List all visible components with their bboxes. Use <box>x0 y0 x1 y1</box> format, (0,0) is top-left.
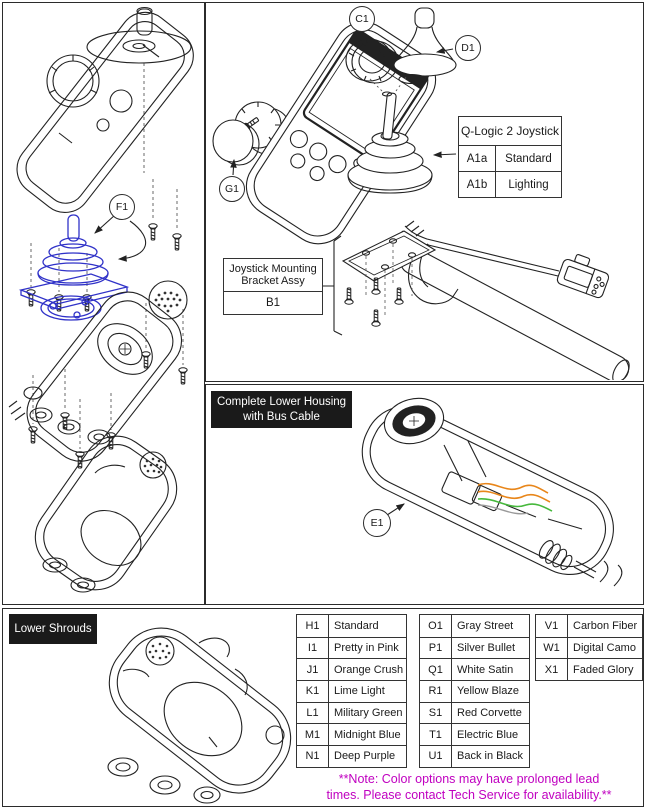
color-table-1 <box>296 614 407 768</box>
part-code-cell: A1b <box>459 172 496 197</box>
color-row <box>297 702 406 724</box>
color-code-cell: L1 <box>297 703 329 724</box>
lower-shrouds-label: Lower Shrouds <box>9 614 97 644</box>
color-code-cell: Q1 <box>420 659 452 680</box>
color-code-cell: H1 <box>297 615 329 637</box>
color-name-cell: Electric Blue <box>457 728 519 741</box>
color-code-cell: W1 <box>536 638 568 659</box>
color-code-cell: K1 <box>297 681 329 702</box>
lower-housing-label: Complete Lower Housing with Bus Cable <box>211 391 352 428</box>
lower-shrouds-panel <box>2 608 644 807</box>
color-code-cell: T1 <box>420 724 452 745</box>
color-name-cell: Silver Bullet <box>457 642 516 655</box>
color-name-cell: Standard <box>334 619 379 632</box>
color-name-cell: Deep Purple <box>334 750 396 763</box>
color-code-cell: R1 <box>420 681 452 702</box>
color-code-cell: I1 <box>297 638 329 659</box>
color-row <box>297 723 406 745</box>
joystick-module-blue-part <box>21 215 127 320</box>
color-table-3 <box>535 614 643 681</box>
color-row <box>420 680 529 702</box>
qlogic-joystick-table <box>458 116 562 198</box>
part-code-cell: B1 <box>265 297 281 309</box>
callout-c1: C1 <box>349 6 375 32</box>
color-row <box>536 658 642 680</box>
joystick-drawing <box>206 3 642 380</box>
color-name-cell: White Satin <box>457 663 514 676</box>
color-row <box>420 702 529 724</box>
qlogic-table-title: Q-Logic 2 Joystick <box>459 117 561 146</box>
callout-d1: D1 <box>455 35 481 61</box>
color-code-cell: S1 <box>420 703 452 724</box>
color-name-cell: Orange Crush <box>334 663 404 676</box>
color-table-2 <box>419 614 530 768</box>
color-name-cell: Military Green <box>334 707 403 720</box>
color-code-cell: X1 <box>536 659 568 680</box>
note-line-2: times. Please contact Tech Service for availability.** <box>326 787 612 802</box>
color-name-cell: Faded Glory <box>573 663 634 676</box>
note-line-1: **Note: Color options may have prolonged lead <box>338 772 600 786</box>
color-name-cell: Gray Street <box>457 619 514 632</box>
color-row <box>420 658 529 680</box>
color-options-note <box>293 772 645 803</box>
bracket-assy-table <box>223 258 323 315</box>
color-code-cell: P1 <box>420 638 452 659</box>
color-code-cell: M1 <box>297 724 329 745</box>
lower-housing-panel <box>205 384 644 605</box>
color-row <box>297 615 406 637</box>
callout-e1: E1 <box>363 509 391 537</box>
color-name-cell: Pretty in Pink <box>334 642 399 655</box>
color-name-cell: Digital Camo <box>573 642 636 655</box>
exploded-view-drawing <box>3 3 203 603</box>
color-name-cell: Yellow Blaze <box>457 685 519 698</box>
color-row <box>297 637 406 659</box>
color-row <box>536 637 642 659</box>
color-row <box>297 680 406 702</box>
color-name-cell: Lime Light <box>334 685 385 698</box>
color-code-cell: J1 <box>297 659 329 680</box>
color-name-cell: Carbon Fiber <box>573 619 638 632</box>
color-name-cell: Midnight Blue <box>334 728 401 741</box>
callout-g1: G1 <box>219 176 245 202</box>
color-row <box>420 745 529 767</box>
color-code-cell: U1 <box>420 746 452 767</box>
exploded-view-panel <box>2 2 205 605</box>
bracket-table-title: Joystick Mounting Bracket Assy <box>224 259 322 292</box>
color-name-cell: Red Corvette <box>457 707 522 720</box>
color-row <box>297 658 406 680</box>
color-row <box>536 615 642 637</box>
color-code-cell: N1 <box>297 746 329 767</box>
table-row <box>459 172 561 197</box>
table-row <box>459 146 561 172</box>
color-name-cell: Back in Black <box>457 750 524 763</box>
part-name-cell: Standard <box>505 152 552 165</box>
callout-f1: F1 <box>109 194 135 220</box>
color-code-cell: O1 <box>420 615 452 637</box>
color-code-cell: V1 <box>536 615 568 637</box>
part-code-cell: A1a <box>459 146 496 171</box>
color-row <box>420 637 529 659</box>
color-row <box>297 745 406 767</box>
part-name-cell: Lighting <box>508 178 549 191</box>
color-row <box>420 723 529 745</box>
joystick-panel <box>205 2 644 382</box>
color-row <box>420 615 529 637</box>
